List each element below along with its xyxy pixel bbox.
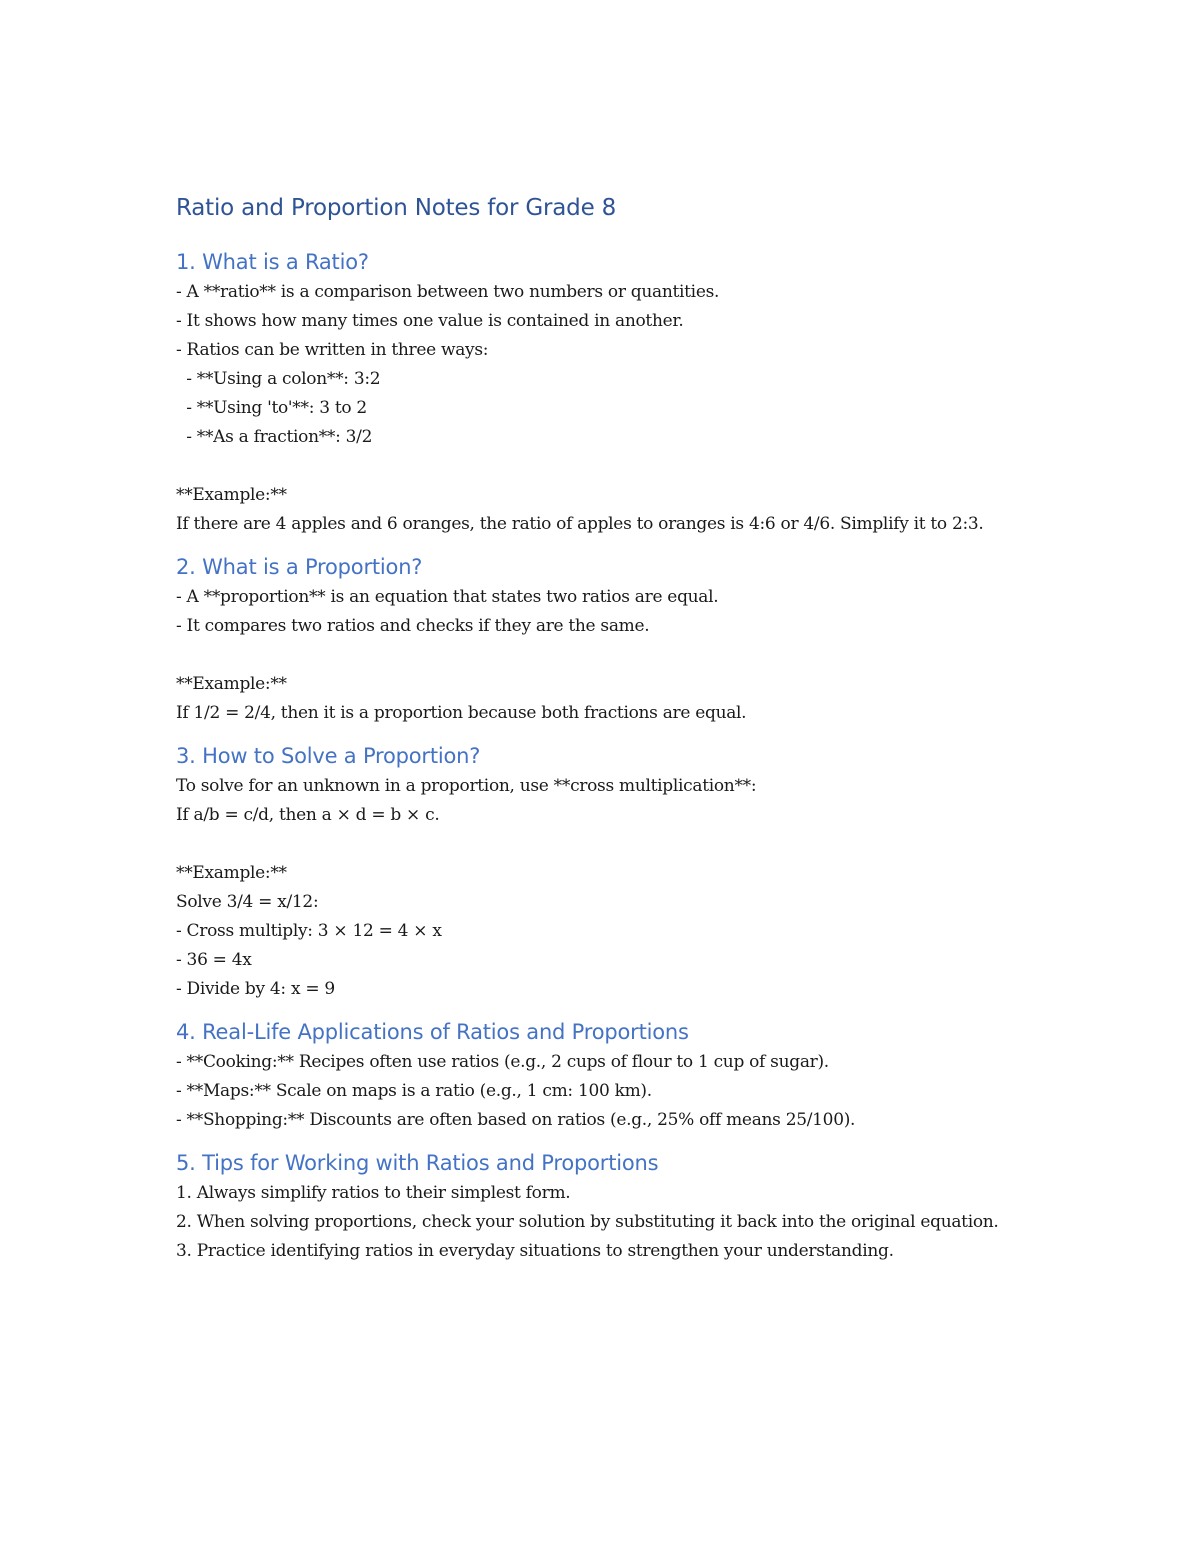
section-heading-solve: 3. How to Solve a Proportion?: [176, 744, 481, 768]
text-line: - **As a fraction**: 3/2: [176, 427, 373, 447]
text-line: If a/b = c/d, then a × d = b × c.: [176, 805, 440, 825]
text-line: - **Cooking:** Recipes often use ratios (e.g., 2 cups of flour to 1 cup of sugar).: [176, 1052, 829, 1072]
document-body: [176, 190, 1036, 1266]
text-line: - A **proportion** is an equation that states two ratios are equal.: [176, 587, 719, 607]
text-line: - It compares two ratios and checks if they are the same.: [176, 616, 650, 636]
text-line: - **Shopping:** Discounts are often based on ratios (e.g., 25% off means 25/100).: [176, 1110, 856, 1130]
section-heading-applications: 4. Real-Life Applications of Ratios and Proportions: [176, 1020, 689, 1044]
section-heading-ratio: 1. What is a Ratio?: [176, 250, 369, 274]
example-text: If there are 4 apples and 6 oranges, the ratio of apples to oranges is 4:6 or 4/6. Simplify it to 2:3.: [176, 514, 984, 534]
text-line: To solve for an unknown in a proportion, use **cross multiplication**:: [176, 776, 757, 796]
example-label: **Example:**: [176, 485, 287, 505]
example-label: **Example:**: [176, 863, 287, 883]
example-label: **Example:**: [176, 674, 287, 694]
section-heading-proportion: 2. What is a Proportion?: [176, 555, 423, 579]
text-line: - It shows how many times one value is contained in another.: [176, 311, 684, 331]
text-line: - A **ratio** is a comparison between two numbers or quantities.: [176, 282, 720, 302]
example-line: - Cross multiply: 3 × 12 = 4 × x: [176, 921, 442, 941]
text-line: - **Maps:** Scale on maps is a ratio (e.g., 1 cm: 100 km).: [176, 1081, 652, 1101]
text-line: - Ratios can be written in three ways:: [176, 340, 489, 360]
example-line: - Divide by 4: x = 9: [176, 979, 335, 999]
example-text: If 1/2 = 2/4, then it is a proportion because both fractions are equal.: [176, 703, 747, 723]
text-line: - **Using a colon**: 3:2: [176, 369, 381, 389]
document-title: Ratio and Proportion Notes for Grade 8: [176, 195, 617, 221]
section-heading-tips: 5. Tips for Working with Ratios and Proportions: [176, 1151, 659, 1175]
text-line: 2. When solving proportions, check your solution by substituting it back into the original equation.: [176, 1212, 999, 1232]
text-line: 1. Always simplify ratios to their simplest form.: [176, 1183, 571, 1203]
example-line: Solve 3/4 = x/12:: [176, 892, 319, 912]
text-line: 3. Practice identifying ratios in everyday situations to strengthen your understanding.: [176, 1241, 894, 1261]
example-line: - 36 = 4x: [176, 950, 252, 970]
text-line: - **Using 'to'**: 3 to 2: [176, 398, 367, 418]
